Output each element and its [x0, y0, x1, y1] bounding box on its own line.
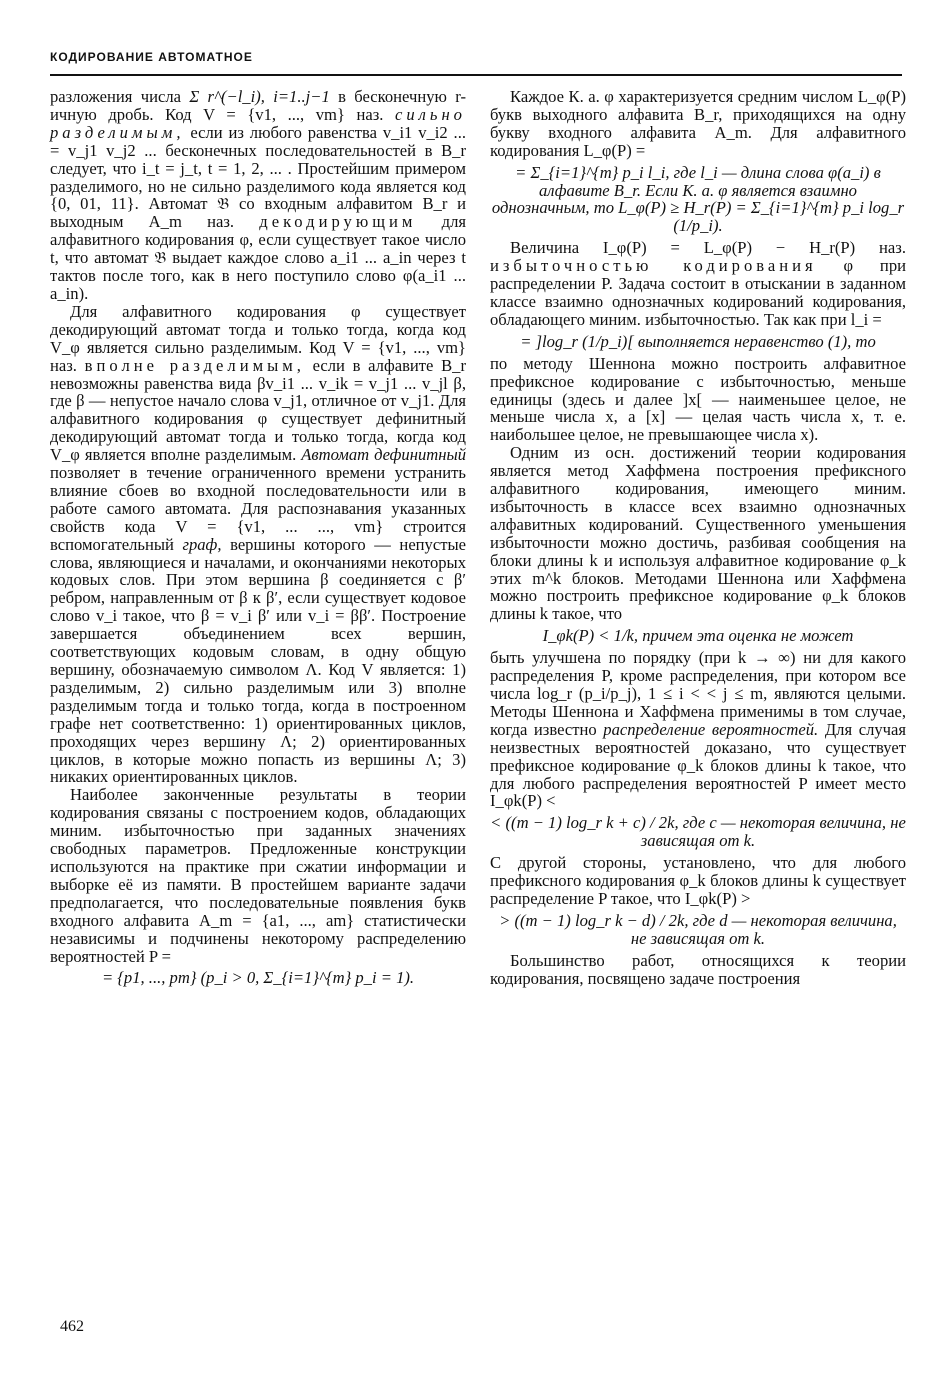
- term: распределение вероятностей.: [603, 719, 819, 739]
- paragraph: [490, 355, 906, 445]
- paragraph: [490, 88, 906, 160]
- text: Величина I_φ(P) = L_φ(P) − H_r(P) наз.: [510, 238, 906, 258]
- text: φ при распределении P. Задача состоит в отыскании в заданном классе взаимно однозначных кодирований кодирования, обладающего миним. избыточностью. Так как при l_i =: [490, 256, 906, 329]
- text: для алфавитного кодирования φ, если существует такое число t, что автомат 𝔅 выдает каждое слово a_i1 ... a_in через t тактов после того, как в него поступило слово φ(a_i1 ... a_in).: [50, 212, 466, 303]
- page-number: 462: [60, 1318, 84, 1335]
- text: быть улучшена по порядку (при k → ∞) ни для какого распределения P, кроме распределения, при котором все числа log_r (p_i/p_j), 1 ≤ i < < j ≤ m, являются целыми. Методы Шеннона и Хаффмена применимы в том случае, когда известно: [490, 648, 906, 739]
- term: избыточностью кодирования: [490, 256, 817, 276]
- text: Для случая неизвестных вероятностей доказано, что существует префиксное кодирование φ_k блоков длины k такое, что для любого распределения вероятностей P имеет место I_φk(P) <: [490, 719, 906, 811]
- paragraph: [50, 88, 466, 303]
- paragraph: [490, 444, 906, 623]
- text: позволяет в течение ограниченного времени устранить влияние сбоев во входной последовательности или в работе самого автомата. Для распознавания указанных свойств кода V = {v1, ... ..., vm} строится вспомогательный: [50, 463, 466, 554]
- text: если в алфавите B_r невозможны равенства вида βv_i1 ... v_ik = v_j1 ... v_jl β, где β — непустое начало слова v_j1, отличное от v_j1. Для алфавитного кодирования φ существует дефинитный декодирующий автомат тогда и только тогда, когда код V_φ является вполне разделимым.: [50, 355, 467, 465]
- paragraph: [490, 649, 906, 810]
- header-rule: [50, 74, 902, 76]
- text: в бесконечную r-ичную дробь. Код V = {v1, ..., vm} наз.: [50, 87, 466, 124]
- term: Автомат дефинитный: [301, 445, 466, 465]
- term: сильно разделимым,: [50, 104, 466, 142]
- term: граф,: [182, 534, 222, 554]
- text: по методу Шеннона можно построить алфавитное префиксное кодирование с избыточностью, меньше единицы (здесь и далее ]x[ — наименьшее целое, не меньше числа x, а [x] — целая часть числа x, т. е. наибольшее целое, не превышающее числа x).: [490, 353, 906, 445]
- text: Наиболее законченные результаты в теории кодирования связаны с построением кодов, обладающих миним. избыточностью при заданных значениях свободных параметров. Предложенные конструкции используются на практике при сжатии информации и выборке её из памяти. В простейшем варианте задачи предполагается, что последовательные появления букв входного алфавита A_m = {a1, ..., am} статистически независимы и подчинены некоторому распределению вероятностей P =: [50, 785, 466, 966]
- formula: > ((m − 1) log_r k − d) / 2k, где d — некоторая величина, не зависящая от k.: [499, 910, 897, 948]
- formula: < ((m − 1) log_r k + c) / 2k, где c — некоторая величина, не зависящая от k.: [490, 813, 906, 851]
- paragraph: [490, 854, 906, 908]
- text: С другой стороны, установлено, что для любого префиксного кодирования φ_k блоков длины k существует распределение P такое, что I_φk(P) >: [490, 853, 906, 908]
- text: Большинство работ, относящихся к теории кодирования, посвящено задаче построения: [490, 950, 906, 988]
- term: вполне разделимым,: [84, 355, 305, 375]
- paragraph: [50, 786, 466, 965]
- formula: Σ r^(−l_i), i=1..j−1: [189, 87, 330, 106]
- text: вершины которого — непустые слова, являющиеся и началами, и окончаниями некоторых кодовых слов. При этом вершина β соединяется с β′ ребром, направленным от β к β′, если существует кодовое слово v_i такое, что β = v_i β′ или v_i = ββ′. Построение завершается объединением всех вершин, соответствующих кодовым словам, в одну общую вершину, обозначаемую символом Λ. Код V является: 1) разделимым, 2) сильно разделимым или 3) вполне разделимым тогда и только тогда, когда в построенном графе нет соответственно: 1) ориентированных циклов, проходящих через вершину Λ; 2) ориентированных циклов, в которые можно попасть из вершины Λ; 3) никаких ориентированных циклов.: [50, 534, 466, 787]
- formula: = {p1, ..., pm} (p_i > 0, Σ_{i=1}^{m} p_i = 1).: [101, 968, 415, 988]
- running-header: КОДИРОВАНИЕ АВТОМАТНОЕ: [50, 50, 253, 64]
- left-column: [50, 88, 466, 991]
- text: Для алфавитного кодирования φ существует декодирующий автомат тогда и только тогда, когда код V_φ является сильно разделимым. Код V = {v1, ..., vm} наз.: [50, 301, 466, 375]
- paragraph: [490, 239, 906, 329]
- text: Одним из осн. достижений теории кодирования является метод Хаффмена построения префиксного алфавитного кодирования, имеющего миним. избыточность в классе всех взаимно однозначных алфавитных кодирований. Существенного уменьшения избыточности можно достичь, разбивая сообщения на блоки длины k и используя алфавитное кодирование φ_k этих m^k блоков. Методами Шеннона или Хаффмена можно построить префиксное кодирование φ_k блоков длины k такое, что: [490, 443, 906, 624]
- paragraph: [50, 303, 466, 786]
- formula: = ]log_r (1/p_i)[ выполняется неравенство (1), то: [520, 331, 876, 351]
- text: если из любого равенства v_i1 v_i2 ... = v_j1 v_j2 ... бесконечных последовательностей в B_r следует, что i_t = j_t, t = 1, 2, ... . Простейшим примером разделимого, но не сильно разделимого кода является код {0, 01, 11}. Автомат 𝔅 со входным алфавитом B_r и выходным A_m наз.: [50, 122, 466, 232]
- term: декодирующим: [259, 212, 417, 232]
- formula: I_φk(P) < 1/k, причем эта оценка не может: [542, 626, 854, 646]
- text: Каждое К. а. φ характеризуется средним числом L_φ(P) букв выходного алфавита B_r, приходящихся на одну букву входного алфавита A_m. Для алфавитного кодирования L_φ(P) =: [490, 87, 906, 160]
- right-column: [490, 88, 906, 988]
- formula: = Σ_{i=1}^{m} p_i l_i, где l_i — длина слова φ(a_i) в алфавите B_r. Если К. а. φ является взаимно однозначным, то L_φ(P) ≥ H_r(P) = Σ_{i=1}^{m} p_i log_r (1/p_i).: [491, 162, 905, 236]
- text: разложения числа: [50, 87, 181, 106]
- paragraph: [490, 952, 906, 988]
